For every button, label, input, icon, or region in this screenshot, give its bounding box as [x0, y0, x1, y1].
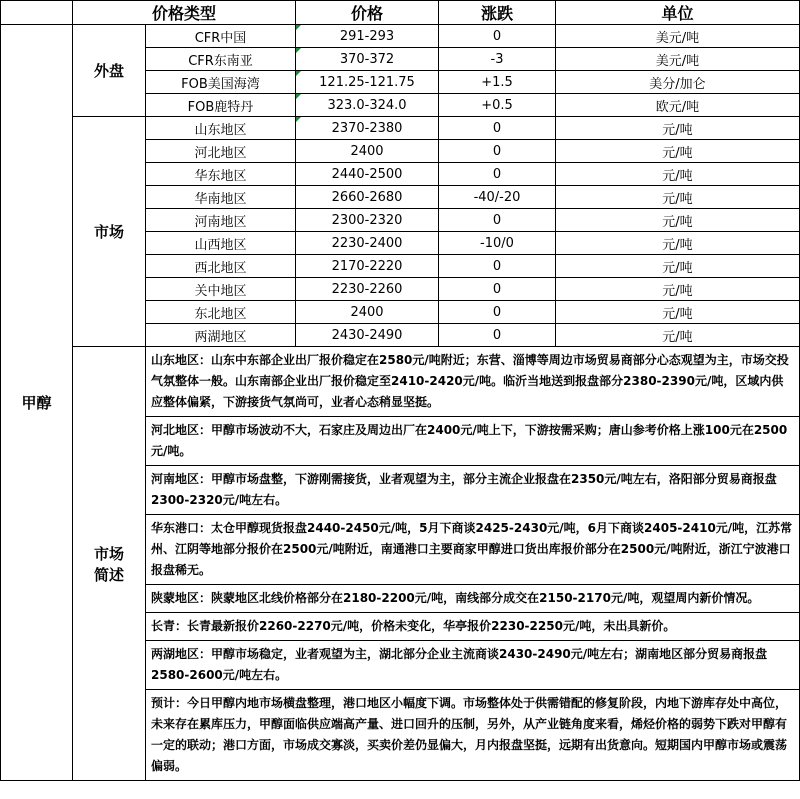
region-cell: CFR中国	[146, 25, 296, 48]
price-cell: 2660-2680	[296, 186, 439, 209]
commentary-row	[1, 347, 800, 417]
commentary-changqing: 长青：长青最新报价2260-2270元/吨，价格未变化，华亭报价2230-2250元/吨，未出具新价。	[146, 613, 800, 641]
commentary-shandong: 山东地区：山东中东部企业出厂报价稳定在2580元/吨附近；东营、淄博等周边市场贸易商部分心态观望为主，市场交投气氛整体一般。山东南部企业出厂报价稳定至2410-2420元/吨。临沂当地送到报盘部分2380-2390元/吨，区域内供应整体偏紧，下游接货气氛尚可，业者心态稍显坚挺。	[146, 347, 800, 417]
group-market-label: 市场	[73, 117, 146, 347]
region-cell: FOB美国海湾	[146, 71, 296, 94]
price-cell: 2300-2320	[296, 209, 439, 232]
header-price-type: 价格类型	[73, 1, 296, 25]
commentary-east-china-port: 华东港口：太仓甲醇现货报盘2440-2450元/吨，5月下商谈2425-2430元/吨，6月下商谈2405-2410元/吨，江苏常州、江阴等地部分报价在2500元/吨附近，南通港口主要商家甲醇进口货出库报价部分在2500元/吨附近，浙江宁波港口报盘稀无。	[146, 515, 800, 585]
change-cell: 0	[439, 117, 556, 140]
region-cell: 山东地区	[146, 117, 296, 140]
commentary-forecast: 预计：今日甲醇内地市场横盘整理，港口地区小幅度下调。市场整体处于供需错配的修复阶段，内地下游库存处中高位，未来存在累库压力，甲醇面临供应端高产量、进口回升的压制，另外，从产业链角度来看，烯烃价格的弱势下跌对甲醇有一定的联动；港口方面，市场成交寡淡，买卖价差仍显偏大，月内报盘坚挺，远期有出货意向。短期国内甲醇市场或震荡偏弱。	[146, 690, 800, 781]
price-cell: 2370-2380	[296, 117, 439, 140]
region-cell: 两湖地区	[146, 324, 296, 347]
commentary-hebei: 河北地区：甲醇市场波动不大，石家庄及周边出厂在2400元/吨上下，下游按需采购；唐山参考价格上涨100元在2500元/吨。	[146, 417, 800, 466]
region-cell: CFR东南亚	[146, 48, 296, 71]
change-cell: 0	[439, 278, 556, 301]
change-cell: 0	[439, 25, 556, 48]
table-row	[1, 117, 800, 140]
summary-label-line1: 市场	[93, 544, 124, 563]
region-cell: 河北地区	[146, 140, 296, 163]
unit-cell: 欧元/吨	[556, 94, 800, 117]
unit-cell: 元/吨	[556, 324, 800, 347]
price-cell: 2440-2500	[296, 163, 439, 186]
summary-label-line2: 简述	[93, 565, 124, 584]
unit-cell: 元/吨	[556, 186, 800, 209]
price-cell: 2230-2400	[296, 232, 439, 255]
price-cell: 2400	[296, 140, 439, 163]
unit-cell: 美元/吨	[556, 48, 800, 71]
region-cell: 华东地区	[146, 163, 296, 186]
unit-cell: 元/吨	[556, 278, 800, 301]
unit-cell: 元/吨	[556, 117, 800, 140]
region-cell: FOB鹿特丹	[146, 94, 296, 117]
region-cell: 东北地区	[146, 301, 296, 324]
product-label: 甲醇	[1, 25, 73, 781]
header-price: 价格	[296, 1, 439, 25]
region-cell: 西北地区	[146, 255, 296, 278]
unit-cell: 元/吨	[556, 232, 800, 255]
header-change: 涨跌	[439, 1, 556, 25]
commentary-shaanxi-mongolia: 陕蒙地区：陕蒙地区北线价格部分在2180-2200元/吨，南线部分成交在2150-2170元/吨，观望周内新价情况。	[146, 585, 800, 613]
header-row	[1, 1, 800, 25]
change-cell: 0	[439, 324, 556, 347]
change-cell: 0	[439, 301, 556, 324]
unit-cell: 元/吨	[556, 163, 800, 186]
unit-cell: 元/吨	[556, 255, 800, 278]
region-cell: 华南地区	[146, 186, 296, 209]
unit-cell: 元/吨	[556, 140, 800, 163]
change-cell: -40/-20	[439, 186, 556, 209]
region-cell: 山西地区	[146, 232, 296, 255]
change-cell: 0	[439, 209, 556, 232]
change-cell: +0.5	[439, 94, 556, 117]
change-cell: -3	[439, 48, 556, 71]
change-cell: +1.5	[439, 71, 556, 94]
price-cell: 323.0-324.0	[296, 94, 439, 117]
price-cell: 2230-2260	[296, 278, 439, 301]
table-row	[1, 25, 800, 48]
region-cell: 河南地区	[146, 209, 296, 232]
group-summary-label	[73, 347, 146, 781]
price-cell: 2430-2490	[296, 324, 439, 347]
group-foreign-label: 外盘	[73, 25, 146, 117]
header-unit: 单位	[556, 1, 800, 25]
change-cell: -10/0	[439, 232, 556, 255]
price-cell: 2170-2220	[296, 255, 439, 278]
price-cell: 121.25-121.75	[296, 71, 439, 94]
unit-cell: 美分/加仑	[556, 71, 800, 94]
change-cell: 0	[439, 140, 556, 163]
region-cell: 关中地区	[146, 278, 296, 301]
price-cell: 291-293	[296, 25, 439, 48]
commentary-henan: 河南地区：甲醇市场盘整，下游刚需接货，业者观望为主，部分主流企业报盘在2350元/吨左右，洛阳部分贸易商报盘2300-2320元/吨左右。	[146, 466, 800, 515]
change-cell: 0	[439, 163, 556, 186]
commentary-hubei-hunan: 两湖地区：甲醇市场稳定，业者观望为主，湖北部分企业主流商谈2430-2490元/吨左右；湖南地区部分贸易商报盘2580-2600元/吨左右。	[146, 641, 800, 690]
price-cell: 370-372	[296, 48, 439, 71]
change-cell: 0	[439, 255, 556, 278]
unit-cell: 元/吨	[556, 209, 800, 232]
price-cell: 2400	[296, 301, 439, 324]
unit-cell: 美元/吨	[556, 25, 800, 48]
unit-cell: 元/吨	[556, 301, 800, 324]
